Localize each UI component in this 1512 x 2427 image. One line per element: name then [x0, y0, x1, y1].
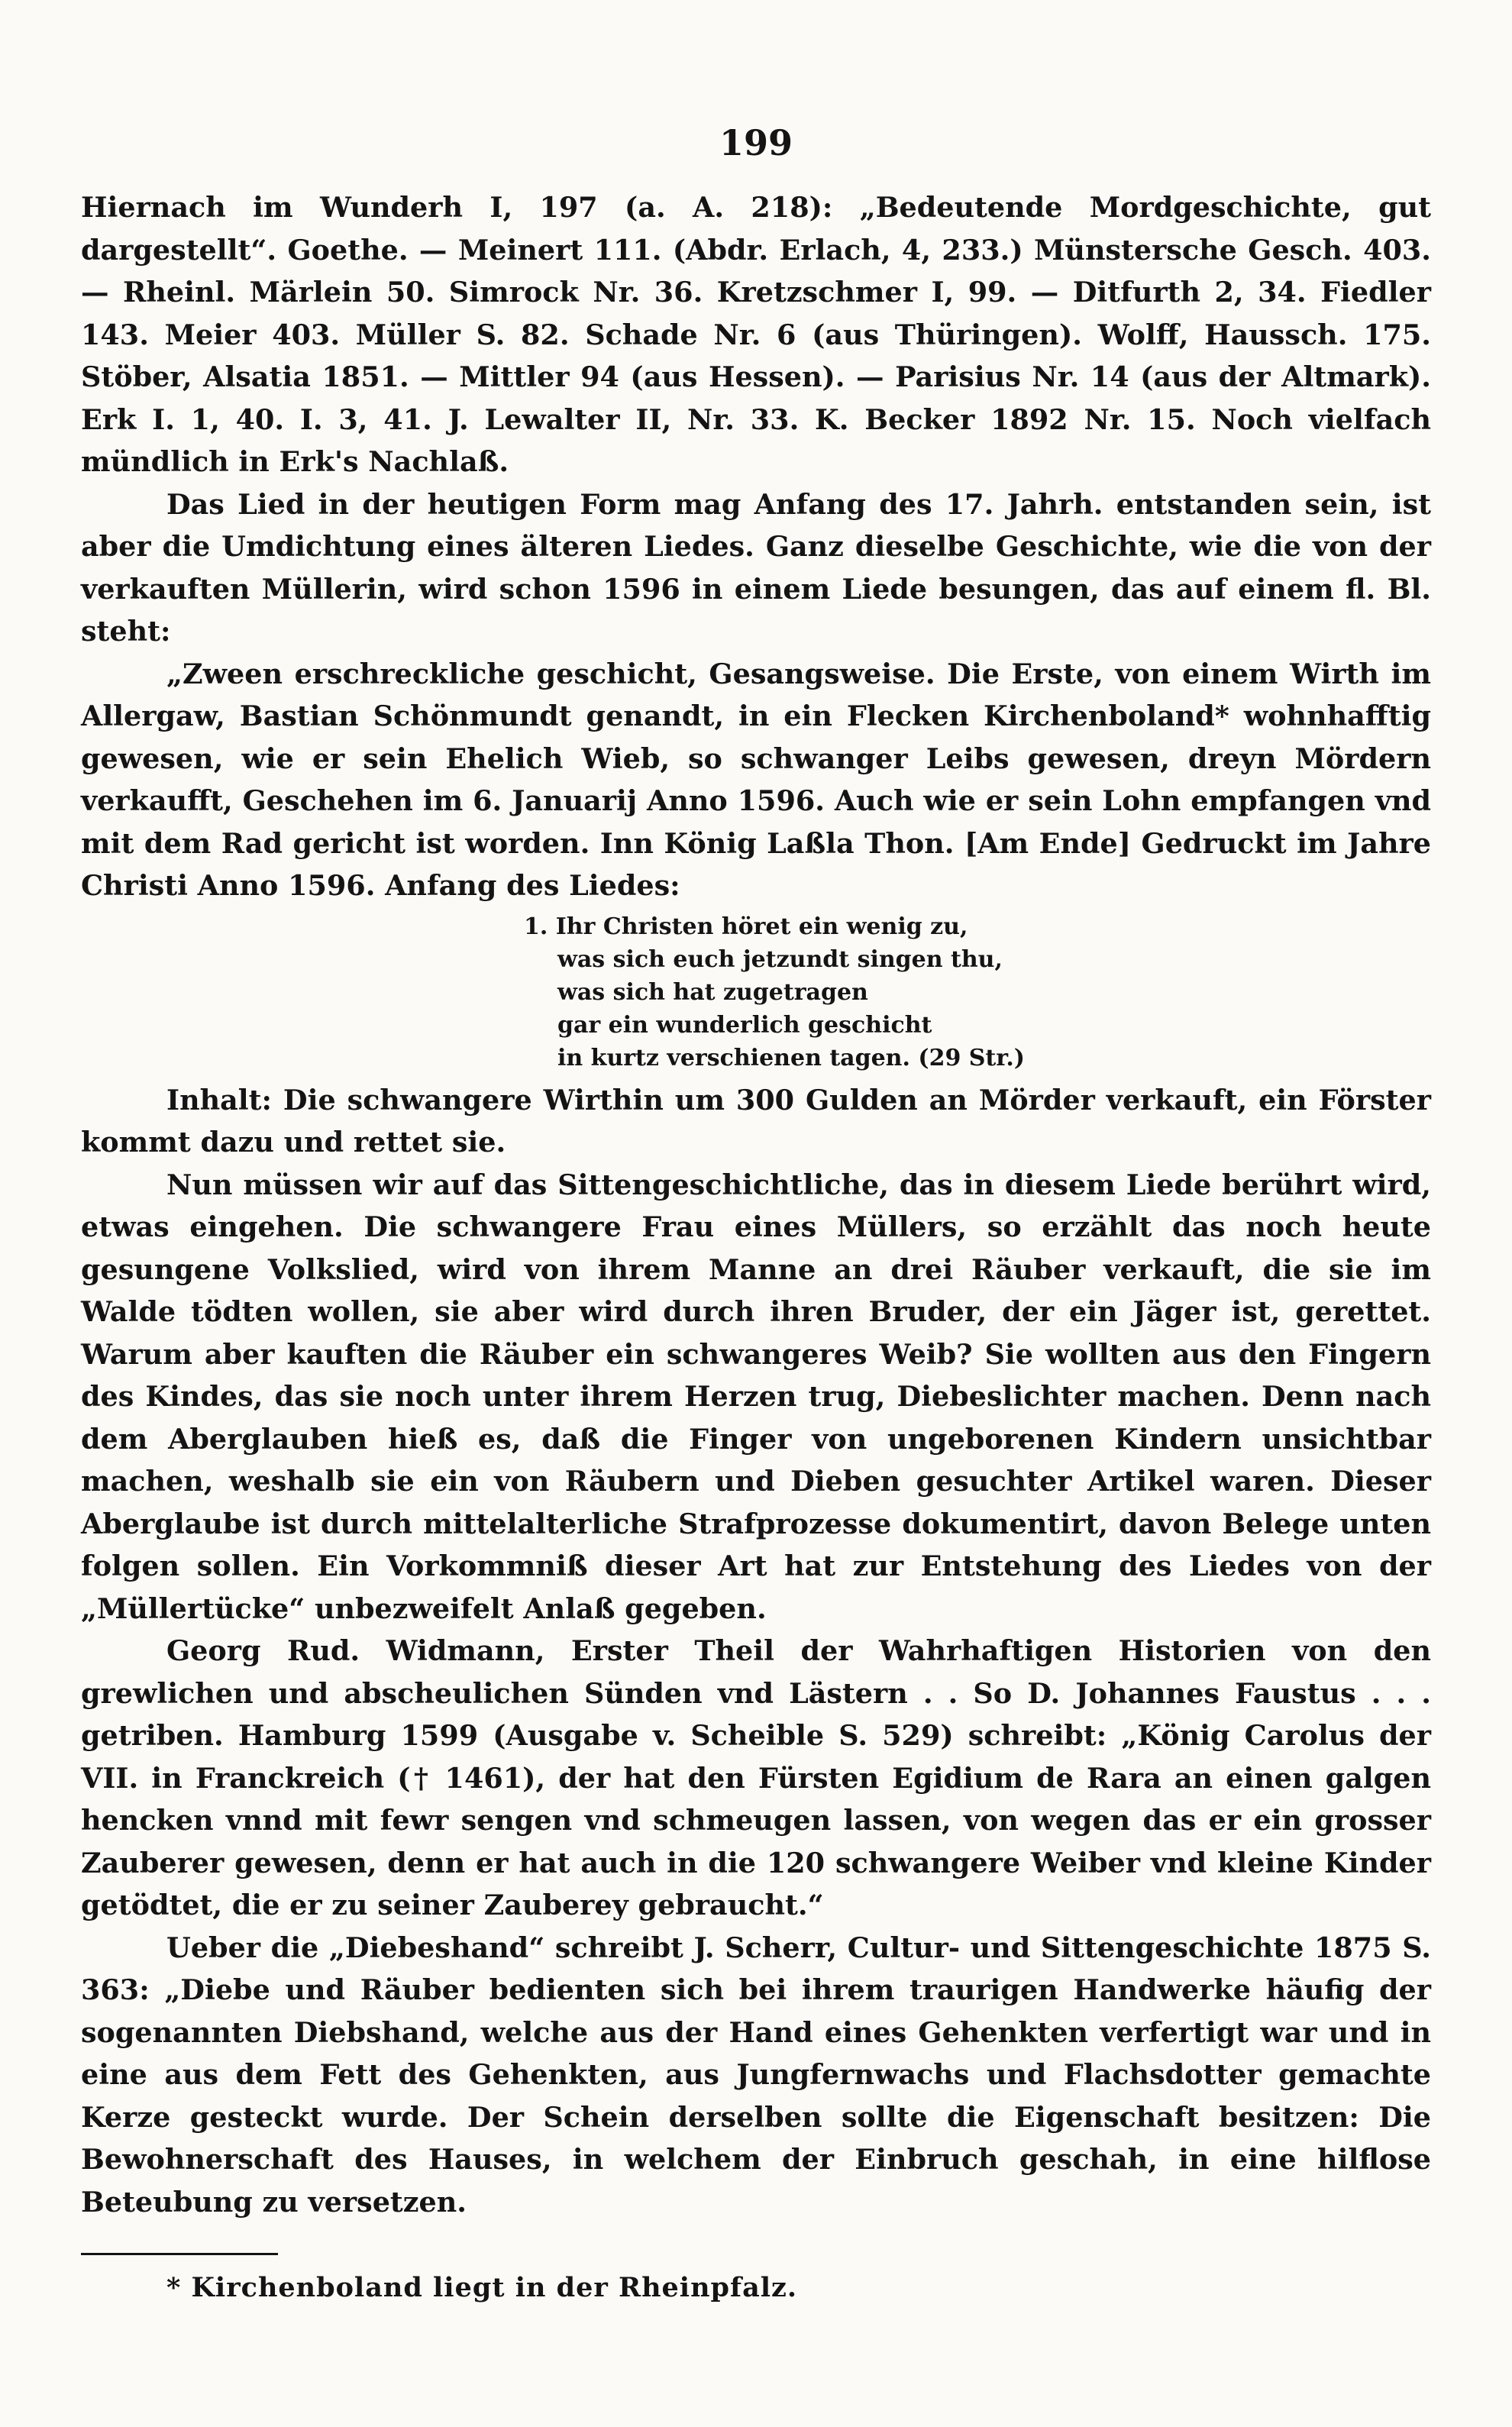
paragraph-morals: Nun müssen wir auf das Sittengeschichtliche, das in diesem Liede berührt wird, etwas eingehen. Die schwangere Frau eines Müllers, so erzählt das noch heute gesungene Volkslied, wird von ihrem Manne an drei Räuber verkauft, die sie im Walde tödten wollen, sie aber wird durch ihren Bruder, der ein Jäger ist, gerettet. Warum aber kauften die Räuber ein schwangeres Weib? Sie wollten aus den Fingern des Kindes, das sie noch unter ihrem Herzen trug, Diebeslichter machen. Denn nach dem Aberglauben hieß es, daß die Finger von ungeborenen Kindern unsichtbar machen, weshalb sie ein von Räubern und Dieben gesuchter Artikel waren. Dieser Aberglaube ist durch mittelalterliche Strafprozesse dokumentirt, davon Belege unten folgen sollen. Ein Vorkommniß dieser Art hat zur Entstehung des Liedes von der „Müllertücke“ unbezweifelt Anlaß gegeben.	[81, 1168, 1431, 1625]
poem-line: in kurtz verschienen tagen. (29 Str.)	[557, 1044, 1025, 1071]
poem-line: was sich euch jetzundt singen thu,	[557, 945, 1003, 973]
paragraph-broadside-title: „Zween erschreckliche geschicht, Gesangsweise. Die Erste, von einem Wirth im Allergaw, Bastian Schönmundt genandt, in ein Flecken Kirchenboland* wohnhafftig gewesen, wie er sein Ehelich Wieb, so schwanger Leibs gewesen, dreyn Mördern verkaufft, Geschehen im 6. Januarij Anno 1596. Auch wie er sein Lohn empfangen vnd mit dem Rad gericht ist worden. Inn König Laßla Thon. [Am Ende] Gedruckt im Jahre Christi Anno 1596. Anfang des Liedes:	[81, 657, 1431, 902]
paragraph-diebeshand: Ueber die „Diebeshand“ schreibt J. Scherr, Cultur- und Sittengeschichte 1875 S. 363: „Diebe und Räuber bedienten sich bei ihrem traurigen Handwerke häufig der sogenannten Diebshand, welche aus der Hand eines Gehenkten verfertigt war und in eine aus dem Fett des Gehenkten, aus Jungfernwachs und Flachsdotter gemachte Kerze gesteckt wurde. Der Schein derselben sollte die Eigenschaft besitzen: Die Bewohnerschaft des Hauses, in welchem der Einbruch geschah, in eine hilflose Beteubung zu versetzen.	[81, 1931, 1431, 2219]
paragraph-origin: Das Lied in der heutigen Form mag Anfang des 17. Jahrh. entstanden sein, ist aber die Umdichtung eines älteren Liedes. Ganz dieselbe Geschichte, wie die von der verkauften Müllerin, wird schon 1596 in einem Liede besungen, das auf einem fl. Bl. steht:	[81, 487, 1431, 648]
main-text	[81, 186, 1431, 2223]
poem-line: gar ein wunderlich geschicht	[557, 1011, 932, 1039]
poem-stanza	[524, 910, 1431, 1075]
paragraph-sources: Hiernach im Wunderh I, 197 (a. A. 218): „Bedeutende Mordgeschichte, gut dargestellt“. Goethe. — Meinert 111. (Abdr. Erlach, 4, 233.) Münstersche Gesch. 403. — Rheinl. Märlein 50. Simrock Nr. 36. Kretzschmer I, 99. — Ditfurth 2, 34. Fiedler 143. Meier 403. Müller S. 82. Schade Nr. 6 (aus Thüringen). Wolff, Haussch. 175. Stöber, Alsatia 1851. — Mittler 94 (aus Hessen). — Parisius Nr. 14 (aus der Altmark). Erk I. 1, 40. I. 3, 41. J. Lewalter II, Nr. 33. K. Becker 1892 Nr. 15. Noch vielfach mündlich in Erk's Nachlaß.	[81, 191, 1431, 478]
footnote-divider	[81, 2253, 278, 2255]
footnote: * Kirchenboland liegt in der Rheinpfalz.	[166, 2272, 798, 2303]
paragraph-content: Inhalt: Die schwangere Wirthin um 300 Gulden an Mörder verkauft, ein Förster kommt dazu und rettet sie.	[81, 1083, 1431, 1159]
poem-line: was sich hat zugetragen	[557, 978, 868, 1006]
page-number: 199	[719, 122, 793, 163]
paragraph-widmann: Georg Rud. Widmann, Erster Theil der Wahrhaftigen Historien von den grewlichen und abscheulichen Sünden vnd Lästern . . So D. Johannes Faustus . . . getriben. Hamburg 1599 (Ausgabe v. Scheible S. 529) schreibt: „König Carolus der VII. in Franckreich († 1461), der hat den Fürsten Egidium de Rara an einen galgen hencken vnnd mit fewr sengen vnd schmeugen lassen, von wegen das er ein grosser Zauberer gewesen, denn er hat auch in die 120 schwangere Weiber vnd kleine Kinder getödtet, die er zu seiner Zauberey gebraucht.“	[81, 1634, 1431, 1921]
poem-line: 1. Ihr Christen höret ein wenig zu,	[524, 913, 968, 940]
